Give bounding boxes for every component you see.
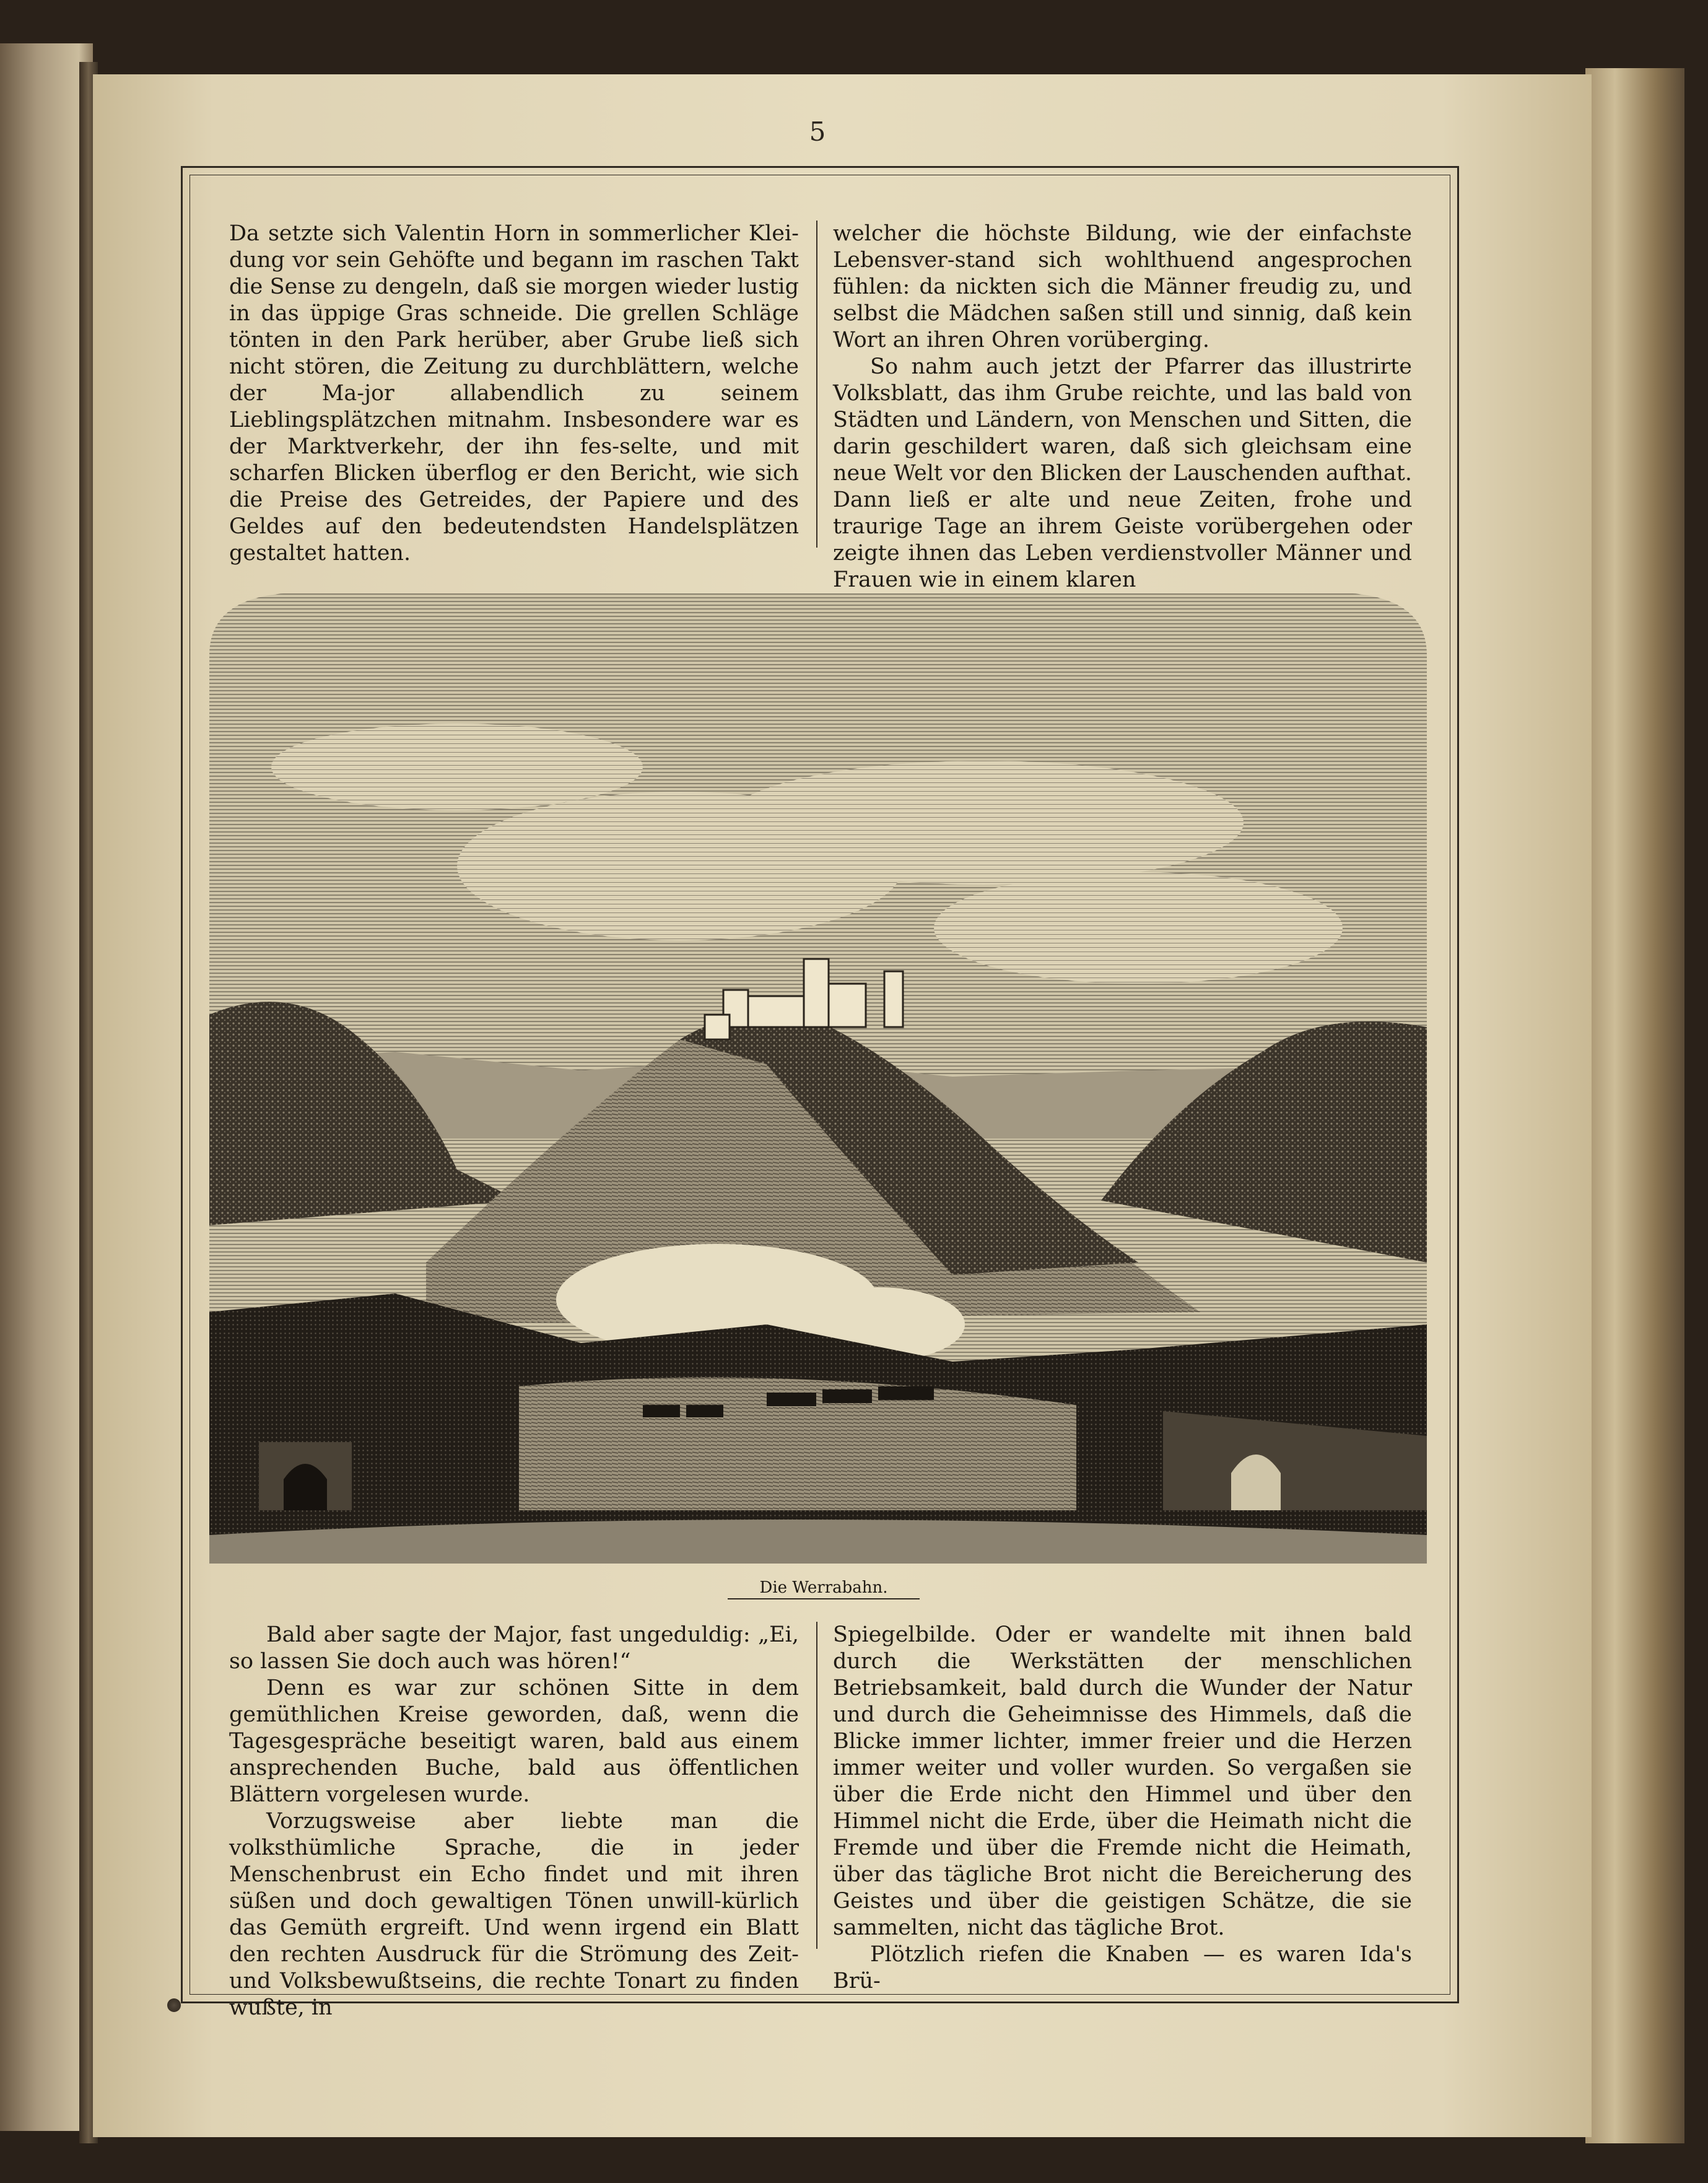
paragraph: welcher die höchste Bildung, wie der einfachste Lebensver-stand sich wohlthuend angesprochen fühlen: da nickten sich die Männer freudig zu, und selbst die Mädchen saßen still und sinnig, daß kein Wort an ihren Ohren vorüberging. bbox=[833, 221, 1412, 352]
binding-nail bbox=[167, 1998, 181, 2012]
column-bottom-left bbox=[229, 1622, 799, 2021]
paragraph: Denn es war zur schönen Sitte in dem gemüthlichen Kreise geworden, daß, wenn die Tagesgespräche beseitigt waren, bald aus einem ansprechenden Buche, bald aus öffentlichen Blättern vorgelesen wurde. bbox=[229, 1676, 799, 1807]
paragraph: Plötzlich riefen die Knaben — es waren Ida's Brü- bbox=[833, 1942, 1412, 1993]
column-top-right bbox=[833, 221, 1412, 593]
column-bottom-right bbox=[833, 1622, 1412, 1995]
column-divider-bottom bbox=[816, 1622, 817, 1949]
engraving-illustration bbox=[209, 581, 1427, 1564]
paragraph: Vorzugsweise aber liebte man die volksthümliche Sprache, die in jeder Menschenbrust ein Echo findet und mit ihren süßen und doch gewaltigen Tönen unwill-kürlich das Gemüth ergreift. Und wenn irgend ein Blatt den rechten Ausdruck für die Strömung des Zeit- und Volksbewußtseins, die rechte Tonart zu finden wußte, in bbox=[229, 1809, 799, 2020]
caption-rule bbox=[728, 1598, 920, 1599]
page-number: 5 bbox=[809, 116, 826, 147]
paragraph: Da setzte sich Valentin Horn in sommerlicher Klei-dung vor sein Gehöfte und begann im raschen Takt die Sense zu dengeln, daß sie morgen wieder lustig in das üppige Gras schneide. Die grellen Schläge tönten in den Park herüber, aber Grube ließ sich nicht stören, die Zeitung zu durchblättern, welche der Ma-jor allabendlich zu seinem Lieblingsplätzchen mitnahm. Insbesondere war es der Marktverkehr, der ihn fes-selte, und mit scharfen Blicken überflog er den Bericht, wie sich die Preise des Getreides, der Papiere und des Geldes auf den bedeutendsten Handelsplätzen gestaltet hatten. bbox=[229, 221, 799, 566]
page-stack-edge bbox=[1585, 68, 1684, 2143]
paragraph: So nahm auch jetzt der Pfarrer das illustrirte Volksblatt, das ihm Grube reichte, und las bald von Städten und Ländern, von Menschen und Sitten, die darin geschildert waren, daß sich gleichsam eine neue Welt vor den Blicken der Lauschenden aufthat. Dann ließ er alte und neue Zeiten, frohe und traurige Tage an ihrem Geiste vorübergehen oder zeigte ihnen das Leben verdienstvoller Männer und Frauen wie in einem klaren bbox=[833, 354, 1412, 592]
paragraph: Spiegelbilde. Oder er wandelte mit ihnen bald durch die Werkstätten der menschlichen Betriebsamkeit, bald durch die Wunder der Natur und durch die Geheimnisse des Himmels, daß die Blicke immer lichter, immer freier und die Herzen immer weiter und voller wurden. So vergaßen sie über die Erde nicht den Himmel und über den Himmel nicht die Erde, über die Heimath nicht die Fremde und über die Fremde nicht die Heimath, über das tägliche Brot nicht die Bereicherung des Geistes und über die geistigen Schätze, die sie sammelten, nicht das tägliche Brot. bbox=[833, 1622, 1412, 1940]
illustration-caption: Die Werrabahn. bbox=[759, 1578, 888, 1597]
column-top-left bbox=[229, 221, 799, 567]
paragraph: Bald aber sagte der Major, fast ungeduldig: „Ei, so lassen Sie doch auch was hören!“ bbox=[229, 1622, 799, 1674]
column-divider-top bbox=[816, 221, 817, 548]
left-page-edge-text bbox=[9, 390, 27, 1877]
